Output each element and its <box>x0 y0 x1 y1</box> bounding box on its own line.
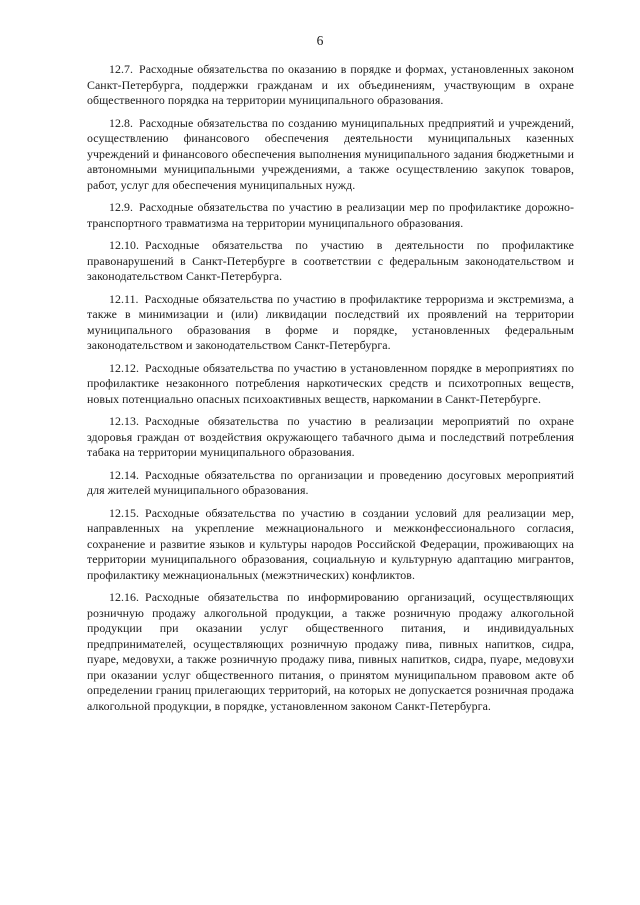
clause-text: Расходные обязательства по участию в реализации мероприятий по охране здоровья граждан от воздействия окружающего табачного дыма и последствий потребления табака на территории муниципального образования. <box>87 414 574 459</box>
clause-number: 12.16. <box>109 590 140 604</box>
clause-text: Расходные обязательства по организации и проведению досуговых мероприятий для жителей муниципального образования. <box>87 467 574 497</box>
clause-12-16 <box>87 590 574 714</box>
clause-12-11 <box>87 292 574 354</box>
clause-number: 12.8. <box>109 115 134 130</box>
clause-number: 12.7. <box>109 62 134 76</box>
clause-number: 12.10. <box>109 238 140 252</box>
clause-text: Расходные обязательства по созданию муниципальных предприятий и учреждений, осуществлению финансового обеспечения деятельности муниципальных казенных учреждений и финансового обеспечения выполнения муниципального задания бюджетными и автономными муниципальными учреждениями, а также осуществлению закупок товаров, работ, услуг для обеспечения муниципальных нужд. <box>87 115 574 192</box>
clause-text: Расходные обязательства по информированию организаций, осуществляющих розничную продажу алкогольной продукции, а также розничную продажу алкогольной продукции при оказании услуг общественного питания, и индивидуальных предпринимателей, осуществляющих розничную продажу пива, пивных напитков, сидра, пуаре, медовухи, а также розничную продажу пива, пивных напитков, сидра, пуаре, медовухи при оказании услуг общественного питания, о принятом муниципальном правовом акте об определении границ прилегающих территорий, на которых не допускается розничная продажа алкогольной продукции, в порядке, установленном законом Санкт-Петербурга. <box>87 590 574 713</box>
clause-text: Расходные обязательства по участию в реализации мер по профилактике дорожно-транспортного травматизма на территории муниципального образования. <box>87 200 574 230</box>
clause-12-13 <box>87 414 574 461</box>
clause-number: 12.11. <box>109 291 139 306</box>
clause-text: Расходные обязательства по участию в установленном порядке в мероприятиях по профилактике незаконного потребления наркотических средств и психотропных веществ, новых потенциально опасных психоактивных веществ, наркомании в Санкт-Петербурге. <box>87 360 574 406</box>
clause-12-9 <box>87 200 574 231</box>
clause-12-10 <box>87 238 574 285</box>
clause-12-12 <box>87 361 574 408</box>
clause-number: 12.12. <box>109 360 140 375</box>
clause-text: Расходные обязательства по участию в создании условий для реализации мер, направленных на укрепление межнационального и межконфессионального согласия, сохранение и развитие языков и культуры народов Российской Федерации, проживающих на территории муниципального образования, социальную и культурную адаптацию мигрантов, профилактику межнациональных (межэтнических) конфликтов. <box>87 505 574 582</box>
clause-text: Расходные обязательства по оказанию в порядке и формах, установленных законом Санкт-Петербурга, поддержки гражданам и их объединениям, участвующим в охране общественного порядка на территории муниципального образования. <box>87 62 574 107</box>
clause-number: 12.13. <box>109 414 140 428</box>
clause-12-14 <box>87 468 574 499</box>
clause-number: 12.14. <box>109 467 140 482</box>
clause-12-15 <box>87 506 574 584</box>
clause-text: Расходные обязательства по участию в деятельности по профилактике правонарушений в Санкт-Петербурге в соответствии с федеральным законодательством и законодательством Санкт-Петербурга. <box>87 238 574 283</box>
clause-number: 12.9. <box>109 200 134 214</box>
document-body <box>87 62 574 721</box>
clause-12-7 <box>87 62 574 109</box>
clause-text: Расходные обязательства по участию в профилактике терроризма и экстремизма, а также в минимизации и (или) ликвидации последствий их проявлений на территории муниципального образования в форме и порядке, установленных федеральным законодательством и законодательством Санкт-Петербурга. <box>87 291 574 352</box>
clause-12-8 <box>87 116 574 194</box>
clause-number: 12.15. <box>109 505 140 520</box>
page-number: 6 <box>316 33 324 48</box>
